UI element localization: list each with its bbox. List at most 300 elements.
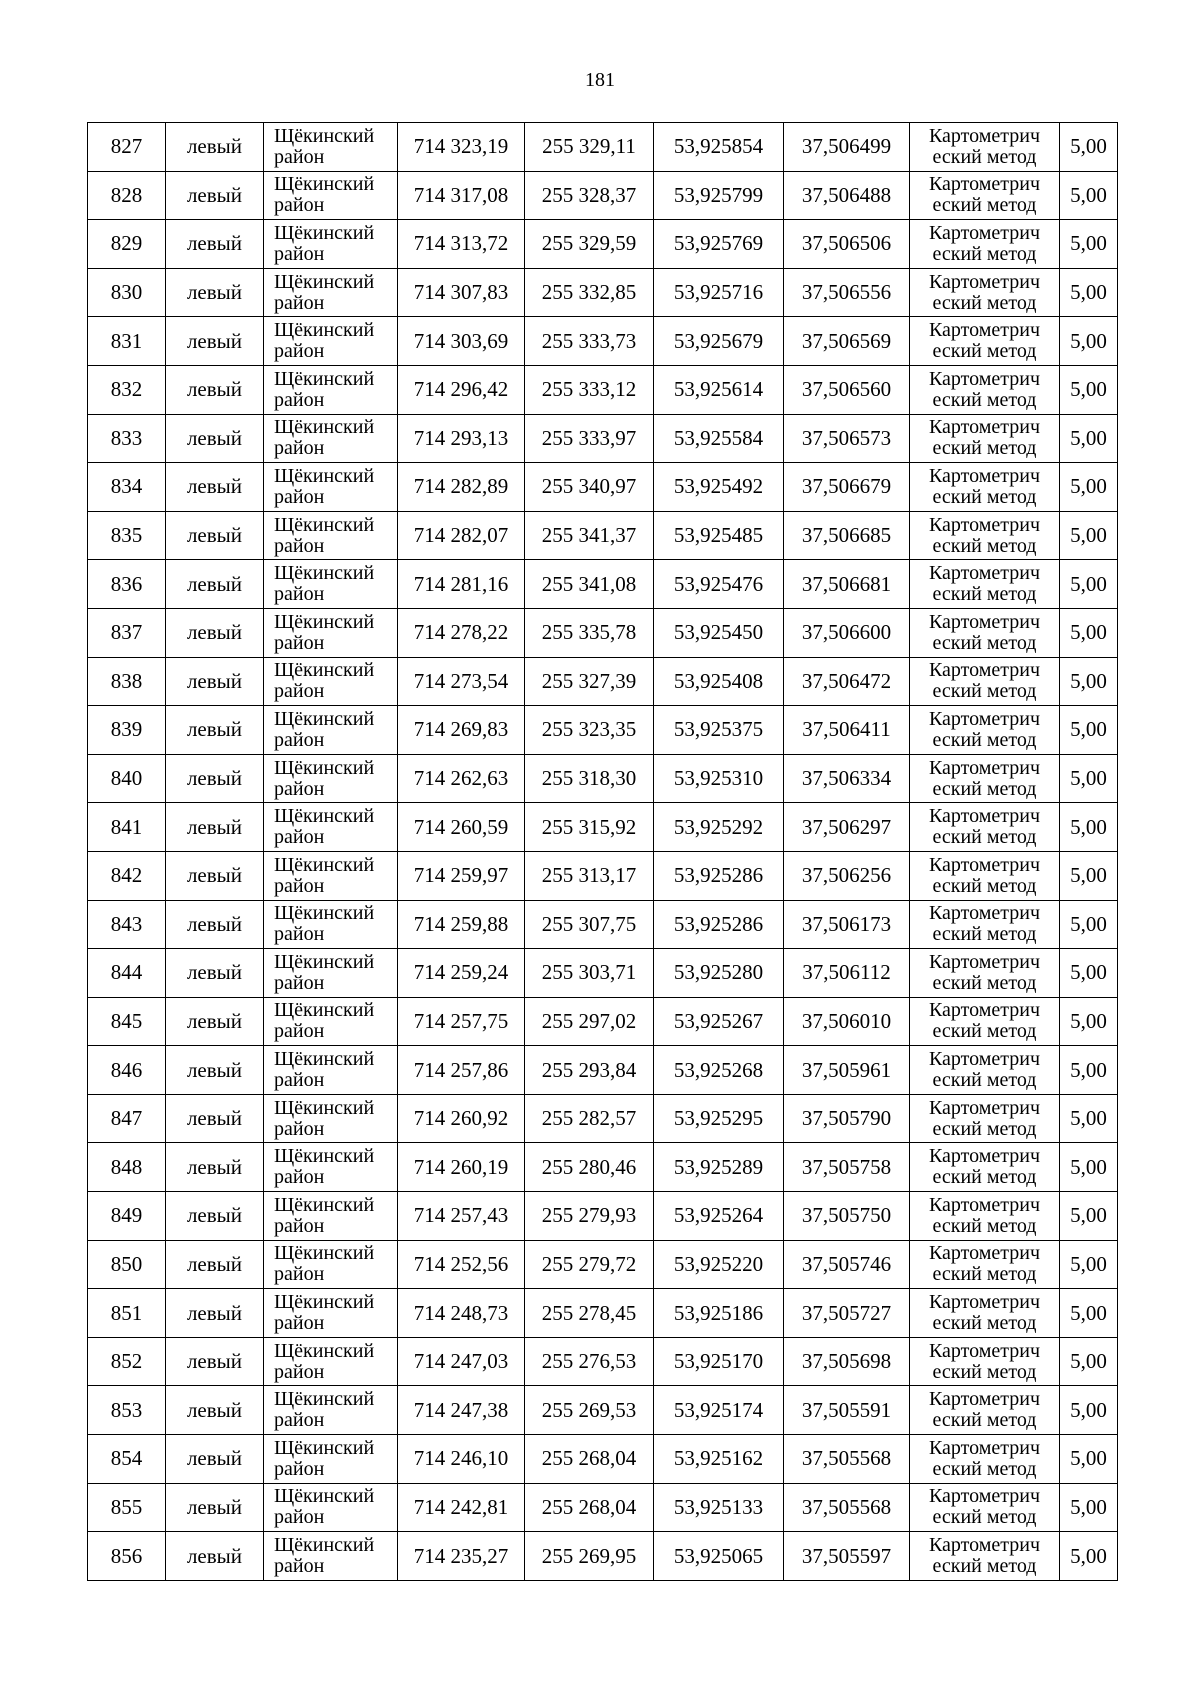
side-cell: левый [166, 1483, 264, 1532]
point-number-cell: 829 [88, 220, 166, 269]
latitude-cell: 53,925268 [654, 1046, 784, 1095]
method-cell-line-2: еский метод [932, 1020, 1037, 1043]
district-cell-line-2: район [274, 1409, 325, 1432]
district-cell-line-2: район [274, 242, 325, 265]
method-cell-line-1: Картометрич [928, 1145, 1041, 1168]
y-coordinate-cell: 255 268,04 [525, 1483, 654, 1532]
district-cell-line-1: Щёкинский [274, 1291, 375, 1314]
method-cell-line-1: Картометрич [928, 562, 1041, 585]
x-coordinate-cell: 714 257,86 [398, 1046, 525, 1095]
method-cell-line-2: еский метод [932, 1506, 1037, 1529]
district-cell [264, 706, 398, 755]
side-cell: левый [166, 317, 264, 366]
table-row [88, 1094, 1118, 1143]
district-cell-line-2: район [274, 1069, 325, 1092]
x-coordinate-cell: 714 252,56 [398, 1240, 525, 1289]
table-row [88, 1337, 1118, 1386]
method-cell-line-1: Картометрич [928, 902, 1041, 925]
y-coordinate-cell: 255 315,92 [525, 803, 654, 852]
district-cell [264, 365, 398, 414]
district-cell [264, 414, 398, 463]
district-cell-line-1: Щёкинский [274, 464, 375, 487]
latitude-cell: 53,925716 [654, 268, 784, 317]
method-cell [910, 851, 1060, 900]
latitude-cell: 53,925408 [654, 657, 784, 706]
method-cell [910, 463, 1060, 512]
table-row [88, 317, 1118, 366]
district-cell-line-2: район [274, 485, 325, 508]
y-coordinate-cell: 255 335,78 [525, 608, 654, 657]
point-number-cell: 827 [88, 123, 166, 172]
latitude-cell: 53,925310 [654, 754, 784, 803]
y-coordinate-cell: 255 341,08 [525, 560, 654, 609]
district-cell [264, 851, 398, 900]
method-cell [910, 754, 1060, 803]
method-cell-line-2: еский метод [932, 1409, 1037, 1432]
accuracy-cell: 5,00 [1060, 997, 1118, 1046]
district-cell [264, 1094, 398, 1143]
method-cell [910, 511, 1060, 560]
point-number-cell: 851 [88, 1289, 166, 1338]
x-coordinate-cell: 714 235,27 [398, 1532, 525, 1581]
method-cell [910, 220, 1060, 269]
longitude-cell: 37,506411 [784, 706, 910, 755]
method-cell-line-1: Картометрич [928, 999, 1041, 1022]
latitude-cell: 53,925186 [654, 1289, 784, 1338]
point-number-cell: 846 [88, 1046, 166, 1095]
side-cell: левый [166, 1337, 264, 1386]
method-cell [910, 1240, 1060, 1289]
point-number-cell: 847 [88, 1094, 166, 1143]
table-row [88, 900, 1118, 949]
accuracy-cell: 5,00 [1060, 949, 1118, 998]
accuracy-cell: 5,00 [1060, 317, 1118, 366]
accuracy-cell: 5,00 [1060, 1240, 1118, 1289]
x-coordinate-cell: 714 257,75 [398, 997, 525, 1046]
longitude-cell: 37,506681 [784, 560, 910, 609]
x-coordinate-cell: 714 307,83 [398, 268, 525, 317]
latitude-cell: 53,925162 [654, 1435, 784, 1484]
point-number-cell: 854 [88, 1435, 166, 1484]
district-cell [264, 1046, 398, 1095]
district-cell-line-1: Щёкинский [274, 659, 375, 682]
district-cell-line-2: район [274, 1555, 325, 1578]
district-cell-line-2: район [274, 340, 325, 363]
district-cell-line-2: район [274, 728, 325, 751]
x-coordinate-cell: 714 246,10 [398, 1435, 525, 1484]
district-cell-line-1: Щёкинский [274, 1534, 375, 1557]
accuracy-cell: 5,00 [1060, 608, 1118, 657]
latitude-cell: 53,925170 [654, 1337, 784, 1386]
point-number-cell: 855 [88, 1483, 166, 1532]
x-coordinate-cell: 714 259,24 [398, 949, 525, 998]
method-cell-line-1: Картометрич [928, 1242, 1041, 1265]
district-cell-line-1: Щёкинский [274, 1339, 375, 1362]
method-cell [910, 414, 1060, 463]
table-row [88, 949, 1118, 998]
point-number-cell: 839 [88, 706, 166, 755]
side-cell: левый [166, 365, 264, 414]
x-coordinate-cell: 714 259,88 [398, 900, 525, 949]
method-cell-line-2: еский метод [932, 971, 1037, 994]
table-row [88, 1046, 1118, 1095]
table-row [88, 511, 1118, 560]
accuracy-cell: 5,00 [1060, 1386, 1118, 1435]
latitude-cell: 53,925220 [654, 1240, 784, 1289]
accuracy-cell: 5,00 [1060, 123, 1118, 172]
x-coordinate-cell: 714 282,89 [398, 463, 525, 512]
longitude-cell: 37,506297 [784, 803, 910, 852]
y-coordinate-cell: 255 276,53 [525, 1337, 654, 1386]
side-cell: левый [166, 1532, 264, 1581]
side-cell: левый [166, 1192, 264, 1241]
longitude-cell: 37,506560 [784, 365, 910, 414]
y-coordinate-cell: 255 269,53 [525, 1386, 654, 1435]
side-cell: левый [166, 1386, 264, 1435]
method-cell-line-2: еский метод [932, 534, 1037, 557]
method-cell-line-1: Картометрич [928, 1436, 1041, 1459]
district-cell [264, 803, 398, 852]
method-cell-line-2: еский метод [932, 291, 1037, 314]
longitude-cell: 37,506556 [784, 268, 910, 317]
accuracy-cell: 5,00 [1060, 171, 1118, 220]
accuracy-cell: 5,00 [1060, 1532, 1118, 1581]
method-cell [910, 997, 1060, 1046]
x-coordinate-cell: 714 260,19 [398, 1143, 525, 1192]
method-cell-line-1: Картометрич [928, 610, 1041, 633]
method-cell [910, 1192, 1060, 1241]
district-cell [264, 900, 398, 949]
side-cell: левый [166, 754, 264, 803]
district-cell [264, 171, 398, 220]
district-cell-line-1: Щёкинский [274, 319, 375, 342]
method-cell-line-2: еский метод [932, 437, 1037, 460]
side-cell: левый [166, 851, 264, 900]
point-number-cell: 844 [88, 949, 166, 998]
district-cell-line-2: район [274, 680, 325, 703]
point-number-cell: 852 [88, 1337, 166, 1386]
longitude-cell: 37,506499 [784, 123, 910, 172]
point-number-cell: 848 [88, 1143, 166, 1192]
longitude-cell: 37,505961 [784, 1046, 910, 1095]
method-cell-line-2: еский метод [932, 728, 1037, 751]
method-cell-line-1: Картометрич [928, 1485, 1041, 1508]
method-cell [910, 608, 1060, 657]
table-row [88, 414, 1118, 463]
y-coordinate-cell: 255 333,12 [525, 365, 654, 414]
table-row [88, 171, 1118, 220]
method-cell-line-2: еский метод [932, 1069, 1037, 1092]
table-row [88, 997, 1118, 1046]
table-row [88, 268, 1118, 317]
x-coordinate-cell: 714 247,03 [398, 1337, 525, 1386]
latitude-cell: 53,925769 [654, 220, 784, 269]
district-cell [264, 657, 398, 706]
coordinates-table [87, 122, 1118, 1581]
point-number-cell: 840 [88, 754, 166, 803]
table-body [88, 123, 1118, 1581]
point-number-cell: 836 [88, 560, 166, 609]
side-cell: левый [166, 1289, 264, 1338]
x-coordinate-cell: 714 317,08 [398, 171, 525, 220]
side-cell: левый [166, 1046, 264, 1095]
district-cell [264, 560, 398, 609]
longitude-cell: 37,506679 [784, 463, 910, 512]
latitude-cell: 53,925286 [654, 900, 784, 949]
y-coordinate-cell: 255 341,37 [525, 511, 654, 560]
latitude-cell: 53,925264 [654, 1192, 784, 1241]
method-cell [910, 706, 1060, 755]
latitude-cell: 53,925280 [654, 949, 784, 998]
latitude-cell: 53,925065 [654, 1532, 784, 1581]
method-cell-line-1: Картометрич [928, 416, 1041, 439]
accuracy-cell: 5,00 [1060, 657, 1118, 706]
method-cell-line-2: еский метод [932, 1117, 1037, 1140]
method-cell-line-2: еский метод [932, 1457, 1037, 1480]
y-coordinate-cell: 255 329,11 [525, 123, 654, 172]
method-cell [910, 317, 1060, 366]
method-cell-line-1: Картометрич [928, 319, 1041, 342]
longitude-cell: 37,506256 [784, 851, 910, 900]
side-cell: левый [166, 171, 264, 220]
district-cell-line-2: район [274, 631, 325, 654]
method-cell [910, 171, 1060, 220]
side-cell: левый [166, 1435, 264, 1484]
point-number-cell: 830 [88, 268, 166, 317]
table-row [88, 463, 1118, 512]
longitude-cell: 37,506506 [784, 220, 910, 269]
district-cell-line-2: район [274, 388, 325, 411]
accuracy-cell: 5,00 [1060, 754, 1118, 803]
district-cell-line-1: Щёкинский [274, 1096, 375, 1119]
table-row [88, 1240, 1118, 1289]
method-cell-line-1: Картометрич [928, 513, 1041, 536]
y-coordinate-cell: 255 323,35 [525, 706, 654, 755]
latitude-cell: 53,925286 [654, 851, 784, 900]
table-row [88, 1483, 1118, 1532]
accuracy-cell: 5,00 [1060, 900, 1118, 949]
method-cell-line-1: Картометрич [928, 950, 1041, 973]
longitude-cell: 37,505758 [784, 1143, 910, 1192]
y-coordinate-cell: 255 318,30 [525, 754, 654, 803]
y-coordinate-cell: 255 282,57 [525, 1094, 654, 1143]
y-coordinate-cell: 255 327,39 [525, 657, 654, 706]
y-coordinate-cell: 255 303,71 [525, 949, 654, 998]
latitude-cell: 53,925476 [654, 560, 784, 609]
method-cell-line-2: еский метод [932, 485, 1037, 508]
accuracy-cell: 5,00 [1060, 1435, 1118, 1484]
district-cell-line-1: Щёкинский [274, 1242, 375, 1265]
accuracy-cell: 5,00 [1060, 851, 1118, 900]
accuracy-cell: 5,00 [1060, 1192, 1118, 1241]
side-cell: левый [166, 949, 264, 998]
point-number-cell: 837 [88, 608, 166, 657]
district-cell-line-2: район [274, 583, 325, 606]
x-coordinate-cell: 714 257,43 [398, 1192, 525, 1241]
accuracy-cell: 5,00 [1060, 1143, 1118, 1192]
method-cell [910, 1094, 1060, 1143]
y-coordinate-cell: 255 269,95 [525, 1532, 654, 1581]
table-row [88, 803, 1118, 852]
method-cell-line-2: еский метод [932, 680, 1037, 703]
longitude-cell: 37,506112 [784, 949, 910, 998]
district-cell-line-1: Щёкинский [274, 513, 375, 536]
side-cell: левый [166, 1094, 264, 1143]
latitude-cell: 53,925289 [654, 1143, 784, 1192]
latitude-cell: 53,925854 [654, 123, 784, 172]
district-cell-line-2: район [274, 971, 325, 994]
point-number-cell: 853 [88, 1386, 166, 1435]
method-cell-line-1: Картометрич [928, 124, 1041, 147]
y-coordinate-cell: 255 293,84 [525, 1046, 654, 1095]
x-coordinate-cell: 714 282,07 [398, 511, 525, 560]
district-cell-line-2: район [274, 1312, 325, 1335]
side-cell: левый [166, 997, 264, 1046]
point-number-cell: 838 [88, 657, 166, 706]
method-cell-line-2: еский метод [932, 631, 1037, 654]
y-coordinate-cell: 255 280,46 [525, 1143, 654, 1192]
method-cell-line-2: еский метод [932, 1555, 1037, 1578]
method-cell-line-2: еский метод [932, 777, 1037, 800]
latitude-cell: 53,925174 [654, 1386, 784, 1435]
longitude-cell: 37,506573 [784, 414, 910, 463]
table-row [88, 220, 1118, 269]
method-cell-line-2: еский метод [932, 583, 1037, 606]
method-cell-line-1: Картометрич [928, 805, 1041, 828]
table-row [88, 657, 1118, 706]
method-cell-line-2: еский метод [932, 242, 1037, 265]
district-cell-line-2: район [274, 1360, 325, 1383]
table-row [88, 754, 1118, 803]
latitude-cell: 53,925485 [654, 511, 784, 560]
table-row [88, 706, 1118, 755]
x-coordinate-cell: 714 259,97 [398, 851, 525, 900]
district-cell-line-1: Щёкинский [274, 1193, 375, 1216]
district-cell [264, 220, 398, 269]
point-number-cell: 849 [88, 1192, 166, 1241]
district-cell-line-1: Щёкинский [274, 1388, 375, 1411]
side-cell: левый [166, 657, 264, 706]
table-row [88, 851, 1118, 900]
longitude-cell: 37,505597 [784, 1532, 910, 1581]
side-cell: левый [166, 463, 264, 512]
district-cell-line-2: район [274, 826, 325, 849]
district-cell-line-1: Щёкинский [274, 1485, 375, 1508]
page-number: 181 [585, 69, 615, 91]
district-cell-line-2: район [274, 291, 325, 314]
method-cell [910, 1046, 1060, 1095]
longitude-cell: 37,506569 [784, 317, 910, 366]
y-coordinate-cell: 255 332,85 [525, 268, 654, 317]
accuracy-cell: 5,00 [1060, 1046, 1118, 1095]
x-coordinate-cell: 714 260,92 [398, 1094, 525, 1143]
longitude-cell: 37,505790 [784, 1094, 910, 1143]
point-number-cell: 842 [88, 851, 166, 900]
point-number-cell: 828 [88, 171, 166, 220]
table-row [88, 1386, 1118, 1435]
district-cell [264, 511, 398, 560]
y-coordinate-cell: 255 279,93 [525, 1192, 654, 1241]
method-cell-line-2: еский метод [932, 1214, 1037, 1237]
accuracy-cell: 5,00 [1060, 365, 1118, 414]
district-cell-line-2: район [274, 1457, 325, 1480]
x-coordinate-cell: 714 248,73 [398, 1289, 525, 1338]
accuracy-cell: 5,00 [1060, 511, 1118, 560]
y-coordinate-cell: 255 297,02 [525, 997, 654, 1046]
point-number-cell: 856 [88, 1532, 166, 1581]
y-coordinate-cell: 255 279,72 [525, 1240, 654, 1289]
longitude-cell: 37,505750 [784, 1192, 910, 1241]
district-cell-line-1: Щёкинский [274, 999, 375, 1022]
latitude-cell: 53,925450 [654, 608, 784, 657]
method-cell-line-2: еский метод [932, 388, 1037, 411]
district-cell-line-1: Щёкинский [274, 853, 375, 876]
longitude-cell: 37,506488 [784, 171, 910, 220]
district-cell-line-2: район [274, 534, 325, 557]
method-cell-line-2: еский метод [932, 1360, 1037, 1383]
table-row [88, 1192, 1118, 1241]
method-cell-line-1: Картометрич [928, 756, 1041, 779]
method-cell [910, 803, 1060, 852]
x-coordinate-cell: 714 269,83 [398, 706, 525, 755]
method-cell [910, 1289, 1060, 1338]
y-coordinate-cell: 255 328,37 [525, 171, 654, 220]
side-cell: левый [166, 414, 264, 463]
accuracy-cell: 5,00 [1060, 1483, 1118, 1532]
district-cell-line-2: район [274, 194, 325, 217]
point-number-cell: 841 [88, 803, 166, 852]
longitude-cell: 37,506334 [784, 754, 910, 803]
table-row [88, 1143, 1118, 1192]
longitude-cell: 37,506173 [784, 900, 910, 949]
method-cell-line-2: еский метод [932, 145, 1037, 168]
method-cell-line-1: Картометрич [928, 707, 1041, 730]
accuracy-cell: 5,00 [1060, 560, 1118, 609]
method-cell-line-2: еский метод [932, 923, 1037, 946]
y-coordinate-cell: 255 278,45 [525, 1289, 654, 1338]
district-cell [264, 1435, 398, 1484]
method-cell [910, 900, 1060, 949]
district-cell-line-2: район [274, 923, 325, 946]
longitude-cell: 37,505727 [784, 1289, 910, 1338]
district-cell-line-1: Щёкинский [274, 805, 375, 828]
district-cell-line-1: Щёкинский [274, 562, 375, 585]
x-coordinate-cell: 714 303,69 [398, 317, 525, 366]
accuracy-cell: 5,00 [1060, 220, 1118, 269]
method-cell-line-2: еский метод [932, 826, 1037, 849]
district-cell-line-2: район [274, 1020, 325, 1043]
x-coordinate-cell: 714 278,22 [398, 608, 525, 657]
x-coordinate-cell: 714 262,63 [398, 754, 525, 803]
y-coordinate-cell: 255 268,04 [525, 1435, 654, 1484]
district-cell [264, 949, 398, 998]
y-coordinate-cell: 255 333,73 [525, 317, 654, 366]
x-coordinate-cell: 714 313,72 [398, 220, 525, 269]
side-cell: левый [166, 220, 264, 269]
table-row [88, 560, 1118, 609]
table-row [88, 1289, 1118, 1338]
side-cell: левый [166, 900, 264, 949]
district-cell-line-1: Щёкинский [274, 124, 375, 147]
latitude-cell: 53,925292 [654, 803, 784, 852]
district-cell-line-1: Щёкинский [274, 270, 375, 293]
method-cell-line-2: еский метод [932, 194, 1037, 217]
longitude-cell: 37,505698 [784, 1337, 910, 1386]
method-cell [910, 123, 1060, 172]
y-coordinate-cell: 255 340,97 [525, 463, 654, 512]
side-cell: левый [166, 706, 264, 755]
x-coordinate-cell: 714 296,42 [398, 365, 525, 414]
